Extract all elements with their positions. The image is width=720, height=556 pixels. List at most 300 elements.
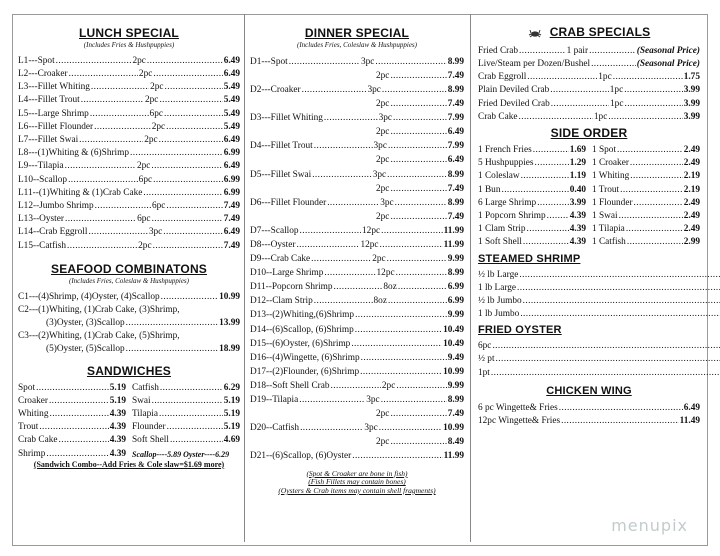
watermark: menupix: [611, 516, 688, 535]
combo-line: C1---(4)Shrimp, (4)Oyster, (4)Scallop: [18, 291, 160, 302]
dot-leader: [521, 172, 569, 181]
menu-item: [478, 142, 586, 155]
dinner-item: [250, 377, 464, 391]
item-name: D13--(2)Whiting,(6)Shrimp: [250, 310, 355, 321]
menu-item: [478, 195, 586, 208]
sandwich-combo-note: (Sandwich Combo--Add Fries & Cole slaw=$1.69 more): [33, 459, 225, 469]
item-qty: 2pc: [376, 99, 390, 110]
item-name: 1 Tilapia: [592, 224, 625, 235]
dinner-item: [250, 363, 464, 377]
dot-leader: [311, 255, 371, 264]
menu-item: [18, 433, 126, 446]
item-name: L10--Scallop: [18, 174, 68, 185]
menu-item: [132, 446, 240, 459]
menu-row: [478, 208, 700, 221]
dinner-special-title: DINNER SPECIAL: [304, 26, 410, 40]
item-name: Catfish: [132, 382, 159, 393]
lunch-item: [18, 53, 240, 66]
dot-leader: [620, 186, 683, 195]
item-price: 4.39: [109, 422, 126, 433]
menu-item: [592, 169, 700, 182]
item-qty: 1pc: [598, 72, 612, 83]
item-price: 6.99: [223, 174, 240, 185]
item-price: 6.99: [447, 282, 464, 293]
menu-item: [592, 234, 700, 247]
dot-leader: [166, 202, 222, 211]
bone-note: (Spot & Croaker are bone in fish): [306, 468, 408, 478]
item-name: ½ lb Large: [478, 269, 519, 280]
item-price: 4.69: [223, 435, 240, 446]
dot-leader: [375, 58, 446, 67]
item-qty: 12pc: [360, 240, 379, 251]
item-name: D3---Fillet Whiting: [250, 113, 323, 124]
item-price: 9.99: [447, 310, 464, 321]
item-price: 7.49: [223, 214, 240, 225]
dot-leader: [617, 146, 683, 155]
item-name: Crab Cake: [478, 111, 518, 122]
dot-leader: [302, 86, 367, 95]
item-name: Fried Crab: [478, 45, 519, 56]
item-name: D18--Soft Shell Crab: [250, 380, 330, 391]
item-qty: 6pc: [138, 174, 153, 185]
dot-leader: [627, 238, 683, 247]
menu-item: [592, 208, 700, 221]
item-price: 5.19: [223, 409, 240, 420]
combo-item: [18, 328, 240, 341]
menu-item: [592, 155, 700, 168]
item-qty: 2pc: [381, 380, 396, 391]
item-qty: 6pc: [149, 108, 163, 119]
dinner-item: [250, 321, 464, 335]
crab-specials-label: CRAB SPECIALS: [549, 25, 651, 39]
item-name: Crab Eggroll: [478, 72, 527, 83]
dinner-item: [250, 109, 464, 123]
dot-leader: [165, 83, 223, 92]
item-price: 3.99: [683, 85, 700, 96]
dot-leader: [381, 227, 442, 236]
combo-item: [18, 302, 240, 315]
item-price: 7.49: [447, 70, 464, 81]
dot-leader: [88, 228, 147, 237]
item-name: L9---Tilapia: [18, 161, 64, 172]
dinner-item: [250, 222, 464, 236]
fillet-note: (Fish Fillets may contain bones): [308, 477, 406, 487]
item-price: 7.49: [447, 211, 464, 222]
dot-leader: [94, 123, 151, 132]
dot-leader: [547, 212, 569, 221]
item-qty: 2pc: [136, 161, 151, 172]
dot-leader: [300, 424, 363, 433]
menu-item: [478, 267, 720, 280]
item-price: 10.99: [443, 366, 464, 377]
item-name: D8---Oyster: [250, 240, 296, 251]
crab-item: [478, 96, 700, 109]
dot-leader: [398, 283, 447, 292]
item-price: 7.99: [447, 141, 464, 152]
dot-leader: [523, 238, 569, 247]
dot-leader: [164, 110, 223, 119]
dot-leader: [147, 57, 223, 66]
dot-leader: [390, 410, 446, 419]
dinner-item: [250, 180, 464, 194]
item-name: D21--(6)Scallop, (6)Oyster: [250, 451, 352, 462]
item-name: D17--(2)Flounder, (6)Shrimp: [250, 366, 360, 377]
dot-leader: [634, 199, 683, 208]
item-name: 1 Swai: [592, 210, 618, 221]
dot-leader: [361, 354, 447, 363]
item-name: L1---Spot: [18, 55, 55, 66]
item-price: 9.49: [447, 352, 464, 363]
dinner-item: [250, 279, 464, 293]
dot-leader: [519, 47, 566, 56]
item-price: 2.19: [683, 171, 700, 182]
item-name: 1 Catfish: [592, 237, 626, 248]
item-price: 2.99: [683, 237, 700, 248]
item-qty: 2pc: [372, 254, 386, 265]
item-price: 5.49: [223, 121, 240, 132]
menu-item: [18, 406, 126, 419]
item-name: 1 French Fries: [478, 145, 532, 156]
lunch-item: [18, 93, 240, 106]
combo-line: (5)Oyster, (5)Scallop: [46, 344, 125, 355]
dot-leader: [527, 225, 569, 234]
item-price: 6.49: [683, 402, 700, 413]
dot-leader: [380, 241, 443, 250]
fried-oyster-list: [478, 338, 720, 378]
item-name: Scallop----5.89 Oyster----6.29: [132, 449, 230, 459]
item-price: (Seasonal Price): [636, 45, 700, 56]
item-price: 8.99: [447, 197, 464, 208]
steamed-shrimp-title: STEAMED SHRIMP: [478, 252, 581, 265]
dot-leader: [46, 450, 108, 459]
item-qty: 3pc: [360, 56, 375, 67]
item-price: 10.99: [219, 291, 240, 302]
item-price: 10.99: [443, 423, 464, 434]
dinner-item: [250, 67, 464, 81]
item-price: 10.49: [443, 324, 464, 335]
dot-leader: [296, 241, 359, 250]
lunch-item: [18, 211, 240, 224]
item-name: 1 Bun: [478, 184, 501, 195]
dot-leader: [39, 423, 108, 432]
item-name: Spot: [18, 382, 36, 393]
dinner-subtitle: (Includes Fries, Coleslaw & Hushpuppies): [297, 41, 417, 49]
item-qty: 3pc: [148, 227, 163, 238]
menu-item: [18, 393, 126, 406]
item-qty: 2pc: [150, 82, 164, 93]
crab-icon: [528, 28, 542, 38]
dot-leader: [91, 83, 149, 92]
item-name: 6 pc Wingette& Fries: [478, 402, 558, 413]
item-name: 1pt: [478, 367, 490, 378]
item-qty: 3pc: [378, 113, 393, 124]
dot-leader: [352, 452, 442, 461]
dot-leader: [517, 284, 720, 293]
dinner-item: [250, 419, 464, 433]
dot-leader: [390, 438, 446, 447]
dot-leader: [69, 70, 138, 79]
menu-item: [478, 413, 700, 426]
middle-column: [250, 0, 464, 496]
dot-leader: [535, 159, 569, 168]
menu-item: [478, 293, 720, 306]
dot-leader: [393, 114, 447, 123]
item-name: L4---Fillet Trout: [18, 95, 80, 106]
dinner-item: [250, 448, 464, 462]
dot-leader: [537, 199, 569, 208]
dot-leader: [49, 397, 109, 406]
item-qty: 2pc: [376, 211, 390, 222]
item-name: L14--Crab Eggroll: [18, 227, 88, 238]
item-name: D1---Spot: [250, 56, 288, 67]
dot-leader: [382, 86, 447, 95]
menu-item: [478, 306, 720, 319]
item-price: 18.99: [219, 344, 240, 355]
item-price: 10.49: [443, 338, 464, 349]
dot-leader: [390, 213, 446, 222]
item-qty: 2pc: [376, 127, 390, 138]
dot-leader: [152, 397, 223, 406]
dot-leader: [550, 86, 609, 95]
sandwich-list: [18, 380, 240, 459]
dot-leader: [519, 271, 720, 280]
item-name: Plain Deviled Crab: [478, 85, 550, 96]
dinner-item: [250, 236, 464, 250]
item-qty: 8oz: [373, 296, 387, 307]
lunch-item: [18, 224, 240, 237]
dot-leader: [312, 171, 372, 180]
dot-leader: [396, 269, 447, 278]
item-name: 1 Trout: [592, 184, 620, 195]
dot-leader: [520, 310, 720, 319]
combo-item: [18, 315, 240, 328]
item-qty: 2pc: [376, 70, 390, 81]
dot-leader: [496, 355, 720, 364]
dot-leader: [351, 340, 442, 349]
item-qty: 2pc: [376, 155, 390, 166]
item-name: L12--Jumbo Shrimp: [18, 200, 94, 211]
dot-leader: [126, 319, 218, 328]
side-list: [478, 142, 700, 248]
item-name: 1 Coleslaw: [478, 171, 520, 182]
item-price: 8.99: [447, 395, 464, 406]
menu-item: [132, 393, 240, 406]
dot-leader: [314, 142, 373, 151]
dot-leader: [355, 311, 447, 320]
dot-leader: [90, 110, 149, 119]
shell-note: (Oysters & Crab items may contain shell fragments): [278, 485, 436, 495]
menu-item: [592, 142, 700, 155]
item-name: ½ pt: [478, 354, 495, 365]
item-price: 13.99: [219, 318, 240, 329]
lunch-item: [18, 172, 240, 185]
dot-leader: [65, 162, 136, 171]
crab-specials-title: [478, 26, 700, 38]
lunch-item: [18, 185, 240, 198]
dot-leader: [67, 242, 137, 251]
lunch-item: [18, 238, 240, 251]
item-price: 1.19: [569, 171, 586, 182]
menu-item: [478, 208, 586, 221]
dot-leader: [390, 72, 446, 81]
item-name: Soft Shell: [132, 435, 169, 446]
item-name: 1 Whiting: [592, 171, 630, 182]
dot-leader: [130, 149, 223, 158]
lunch-item: [18, 198, 240, 211]
dot-leader: [289, 58, 360, 67]
menu-item: [478, 365, 720, 378]
item-name: 1 Flounder: [592, 197, 633, 208]
item-qty: 3pc: [367, 84, 381, 95]
dot-leader: [379, 424, 442, 433]
item-name: 1 Spot: [592, 145, 617, 156]
item-name: D10--Large Shrimp: [250, 268, 324, 279]
item-name: Fried Deviled Crab: [478, 98, 550, 109]
item-price: 11.99: [443, 451, 464, 462]
item-price: 9.99: [447, 380, 464, 391]
dot-leader: [519, 113, 593, 122]
item-qty: 3pc: [366, 395, 380, 406]
menu-item: [478, 280, 720, 293]
item-price: 3.99: [683, 111, 700, 122]
item-price: 4.39: [109, 409, 126, 420]
item-price: 1.29: [569, 158, 586, 169]
lunch-special-title: LUNCH SPECIAL: [79, 26, 179, 40]
item-price: 4.39: [109, 448, 126, 459]
item-name: 1 Popcorn Shrimp: [478, 210, 546, 221]
menu-item: [478, 338, 720, 351]
item-price: 11.99: [443, 240, 464, 251]
item-price: 3.99: [683, 98, 700, 109]
item-name: D19--Tilapia: [250, 395, 299, 406]
crab-item: [478, 83, 700, 96]
item-name: 1 Croaker: [592, 158, 629, 169]
item-price: 6.49: [447, 127, 464, 138]
dot-leader: [492, 342, 720, 351]
lunch-item: [18, 66, 240, 79]
item-price: 6.49: [223, 227, 240, 238]
menu-item: [592, 182, 700, 195]
dot-leader: [59, 436, 109, 445]
item-name: D7---Scallop: [250, 225, 299, 236]
item-price: 6.49: [223, 69, 240, 80]
item-price: 4.39: [569, 210, 586, 221]
dinner-item: [250, 81, 464, 95]
dot-leader: [324, 269, 375, 278]
dot-leader: [314, 297, 373, 306]
dot-leader: [388, 142, 447, 151]
dot-leader: [159, 136, 223, 145]
item-qty: 2pc: [132, 55, 146, 66]
menu-row: [478, 155, 700, 168]
dot-leader: [300, 227, 361, 236]
dot-leader: [395, 199, 447, 208]
item-price: 5.19: [109, 382, 126, 393]
item-price: 6.99: [223, 148, 240, 159]
item-price: 5.49: [223, 82, 240, 93]
dinner-item: [250, 293, 464, 307]
item-price: 7.49: [223, 200, 240, 211]
dot-leader: [360, 368, 442, 377]
item-name: 5 Hushpuppies: [478, 158, 534, 169]
dot-leader: [166, 123, 223, 132]
item-price: 2.49: [683, 197, 700, 208]
combo-item: [18, 289, 240, 302]
dot-leader: [152, 215, 223, 224]
item-name: 12pc Wingette& Fries: [478, 416, 561, 427]
dinner-item: [250, 166, 464, 180]
dot-leader: [334, 283, 383, 292]
item-qty: 2pc: [376, 437, 390, 448]
dot-leader: [126, 345, 218, 354]
menu-row: [478, 142, 700, 155]
dot-leader: [65, 215, 136, 224]
dot-leader: [36, 384, 109, 393]
lunch-subtitle: (Includes Fries & Hushpuppies): [83, 41, 175, 49]
dot-leader: [523, 297, 720, 306]
dot-leader: [624, 100, 682, 109]
item-price: 4.39: [569, 224, 586, 235]
dinner-item: [250, 123, 464, 137]
item-price: 6.29: [223, 382, 240, 393]
item-name: L3---Fillet Whiting: [18, 82, 90, 93]
item-price: 8.99: [447, 169, 464, 180]
dinner-item: [250, 53, 464, 67]
item-name: D2---Croaker: [250, 84, 301, 95]
menu-row: [18, 446, 240, 459]
item-qty: 3pc: [372, 169, 387, 180]
dot-leader: [390, 100, 446, 109]
item-price: (Seasonal Price): [636, 59, 700, 70]
fried-oyster-title: FRIED OYSTER: [478, 324, 562, 337]
dot-leader: [561, 417, 679, 426]
dot-leader: [387, 171, 447, 180]
dot-leader: [49, 410, 108, 419]
item-name: D11--Popcorn Shrimp: [250, 282, 333, 293]
dot-leader: [151, 162, 222, 171]
menu-item: [18, 446, 126, 459]
item-price: 5.19: [109, 395, 126, 406]
dot-leader: [160, 384, 223, 393]
item-name: D15--(6)Oyster, (6)Shrimp: [250, 338, 351, 349]
item-name: Flounder: [132, 422, 166, 433]
item-name: Tilapia: [132, 409, 159, 420]
item-price: 5.19: [223, 422, 240, 433]
item-name: 1 lb Large: [478, 282, 517, 293]
item-qty: 3pc: [373, 141, 387, 152]
item-price: 7.49: [223, 240, 240, 251]
dot-leader: [390, 156, 446, 165]
item-name: Swai: [132, 395, 151, 406]
item-name: 1 Clam Strip: [478, 224, 526, 235]
lunch-item: [18, 145, 240, 158]
combo-line: C3---(2)Whiting, (1)Crab Cake, (5)Shrimp,: [18, 331, 180, 342]
dinner-item: [250, 349, 464, 363]
item-name: L6---Fillet Flounder: [18, 121, 94, 132]
item-qty: 6pc: [137, 214, 151, 225]
dinner-item: [250, 434, 464, 448]
item-price: 7.49: [447, 99, 464, 110]
item-name: ½ lb Jumbo: [478, 295, 522, 306]
dot-leader: [381, 396, 447, 405]
dinner-item: [250, 335, 464, 349]
menu-row: [18, 380, 240, 393]
crab-item: [478, 69, 700, 82]
item-price: 6.49: [223, 161, 240, 172]
item-price: 8.49: [447, 437, 464, 448]
lunch-item: [18, 79, 240, 92]
sandwiches-title: SANDWICHES: [86, 363, 171, 378]
